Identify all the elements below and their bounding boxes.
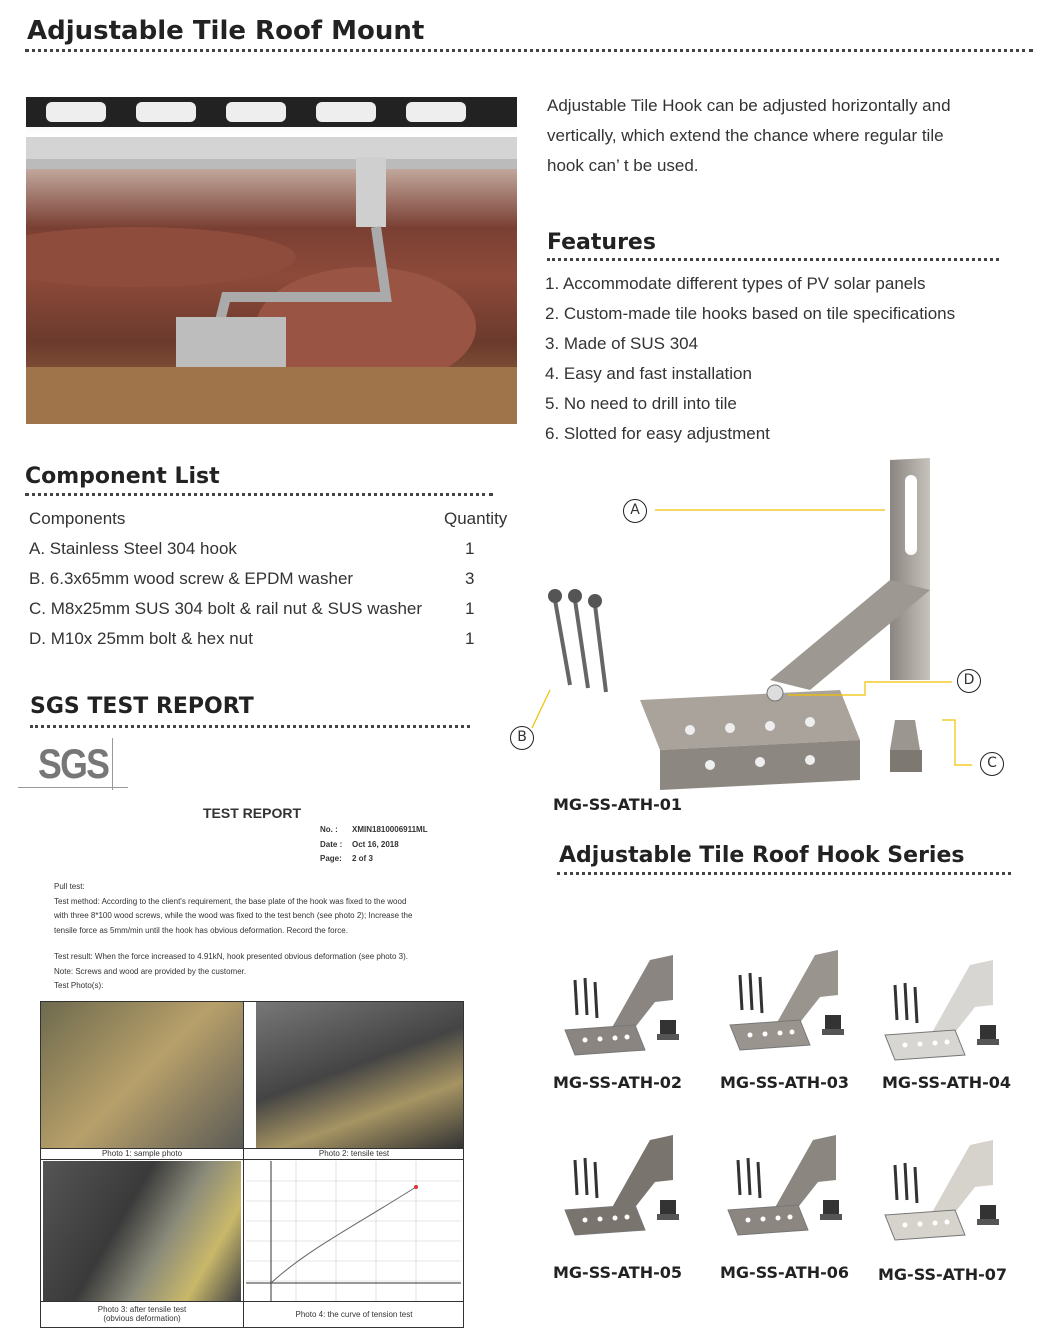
col-components: Components bbox=[29, 509, 126, 528]
divider bbox=[25, 49, 1033, 52]
label: Page: bbox=[320, 854, 342, 863]
sgs-heading: SGS TEST REPORT bbox=[30, 694, 254, 719]
model-label: MG-SS-ATH-05 bbox=[553, 1263, 683, 1282]
report-line: Test method: According to the client's requirement, the base plate of the hook was fixed to the wood bbox=[54, 896, 407, 906]
tension-curve-chart bbox=[246, 1161, 461, 1301]
model-label: MG-SS-ATH-06 bbox=[720, 1263, 850, 1282]
component-table bbox=[29, 504, 519, 654]
hook-product-image bbox=[720, 935, 860, 1069]
report-line: tensile force as 5mm/min until the hook has obvious deformation. Record the force. bbox=[54, 925, 348, 935]
col-quantity: Quantity bbox=[444, 509, 508, 528]
report-no: XMIN1810006911ML bbox=[352, 825, 428, 834]
feature-item: 3. Made of SUS 304 bbox=[545, 334, 699, 353]
caption-line: (obvious deformation) bbox=[103, 1314, 181, 1323]
report-meta bbox=[320, 823, 428, 867]
grid-line bbox=[41, 1301, 463, 1302]
model-label: MG-SS-ATH-03 bbox=[720, 1073, 850, 1092]
component-qty: 1 bbox=[465, 539, 475, 558]
hook-exploded-diagram bbox=[510, 450, 1010, 790]
report-line: Note: Screws and wood are provided by the customer. bbox=[54, 966, 247, 976]
divider bbox=[557, 872, 1011, 875]
feature-item: 2. Custom-made tile hooks based on tile specifications bbox=[545, 304, 956, 323]
photo-caption: Photo 4: the curve of tension test bbox=[295, 1310, 413, 1319]
photo-tensile bbox=[256, 1002, 463, 1148]
feature-item: 4. Easy and fast installation bbox=[545, 364, 752, 383]
report-title: TEST REPORT bbox=[203, 805, 302, 821]
sgs-logo: SGS bbox=[38, 740, 109, 787]
label: No. : bbox=[320, 825, 338, 834]
component-name: B. 6.3x65mm wood screw & EPDM washer bbox=[29, 569, 354, 588]
divider bbox=[547, 258, 999, 261]
photo-sample bbox=[41, 1002, 243, 1148]
features-list bbox=[545, 269, 955, 449]
feature-item: 1. Accommodate different types of PV solar panels bbox=[545, 274, 926, 293]
series-heading: Adjustable Tile Roof Hook Series bbox=[559, 843, 965, 868]
divider bbox=[30, 725, 470, 728]
hook-product-image bbox=[555, 1120, 695, 1254]
component-list-heading: Component List bbox=[25, 464, 220, 489]
model-label: MG-SS-ATH-02 bbox=[553, 1073, 683, 1092]
table-row bbox=[29, 534, 519, 564]
description-line: hook can’ t be used. bbox=[547, 156, 699, 175]
model-label: MG-SS-ATH-04 bbox=[882, 1073, 1012, 1092]
component-qty: 1 bbox=[465, 629, 475, 648]
report-line: Test Photo(s): bbox=[54, 981, 104, 990]
hook-product-image bbox=[875, 1125, 1015, 1259]
hook-product-image bbox=[718, 1120, 858, 1254]
report-line: Test result: When the force increased to 4.91kN, hook presented obvious deformation (see photo 3). bbox=[54, 952, 408, 961]
feature-item: 5. No need to drill into tile bbox=[545, 394, 737, 413]
report-line: Pull test: bbox=[54, 882, 85, 891]
report-page: 2 of 3 bbox=[352, 854, 373, 863]
model-label: MG-SS-ATH-07 bbox=[878, 1265, 1008, 1284]
roof-mount-photo bbox=[26, 97, 517, 424]
grid-line bbox=[243, 1002, 244, 1327]
table-row bbox=[29, 624, 519, 654]
component-name: A. Stainless Steel 304 hook bbox=[29, 539, 237, 558]
component-name: D. M10x 25mm bolt & hex nut bbox=[29, 629, 253, 648]
photo-caption: Photo 1: sample photo bbox=[101, 1149, 183, 1158]
table-header bbox=[29, 504, 519, 534]
report-line: with three 8*100 wood screws, while the wood was fixed to the test bench (see photo 2); Increase the bbox=[54, 911, 413, 920]
description bbox=[547, 91, 951, 181]
page-title: Adjustable Tile Roof Mount bbox=[27, 16, 425, 46]
divider bbox=[25, 493, 493, 496]
hook-product-image bbox=[555, 940, 695, 1074]
report-date: Oct 16, 2018 bbox=[352, 839, 399, 849]
report-body bbox=[54, 880, 412, 994]
photo-caption: Photo 2: tensile test bbox=[318, 1149, 390, 1158]
photo-after-test bbox=[43, 1161, 241, 1301]
component-qty: 3 bbox=[465, 569, 475, 588]
description-line: vertically, which extend the chance where regular tile bbox=[547, 126, 944, 145]
component-qty: 1 bbox=[465, 599, 475, 618]
grid-line bbox=[41, 1159, 463, 1160]
photo-caption bbox=[41, 1305, 243, 1323]
callout-a: A bbox=[623, 499, 647, 523]
callout-b: B bbox=[510, 726, 534, 750]
label: Date : bbox=[320, 839, 343, 849]
model-label: MG-SS-ATH-01 bbox=[553, 795, 683, 814]
hook-product-image bbox=[875, 945, 1015, 1079]
test-photo-grid bbox=[40, 1001, 464, 1328]
callout-d: D bbox=[957, 669, 981, 693]
table-row bbox=[29, 564, 519, 594]
features-heading: Features bbox=[547, 230, 656, 255]
callout-c: C bbox=[980, 752, 1004, 776]
component-name: C. M8x25mm SUS 304 bolt & rail nut & SUS washer bbox=[29, 599, 423, 618]
table-row bbox=[29, 594, 519, 624]
description-line: Adjustable Tile Hook can be adjusted horizontally and bbox=[547, 96, 951, 115]
caption-line: Photo 3: after tensile test bbox=[97, 1305, 187, 1314]
feature-item: 6. Slotted for easy adjustment bbox=[545, 424, 770, 443]
logo-rule bbox=[112, 738, 113, 790]
